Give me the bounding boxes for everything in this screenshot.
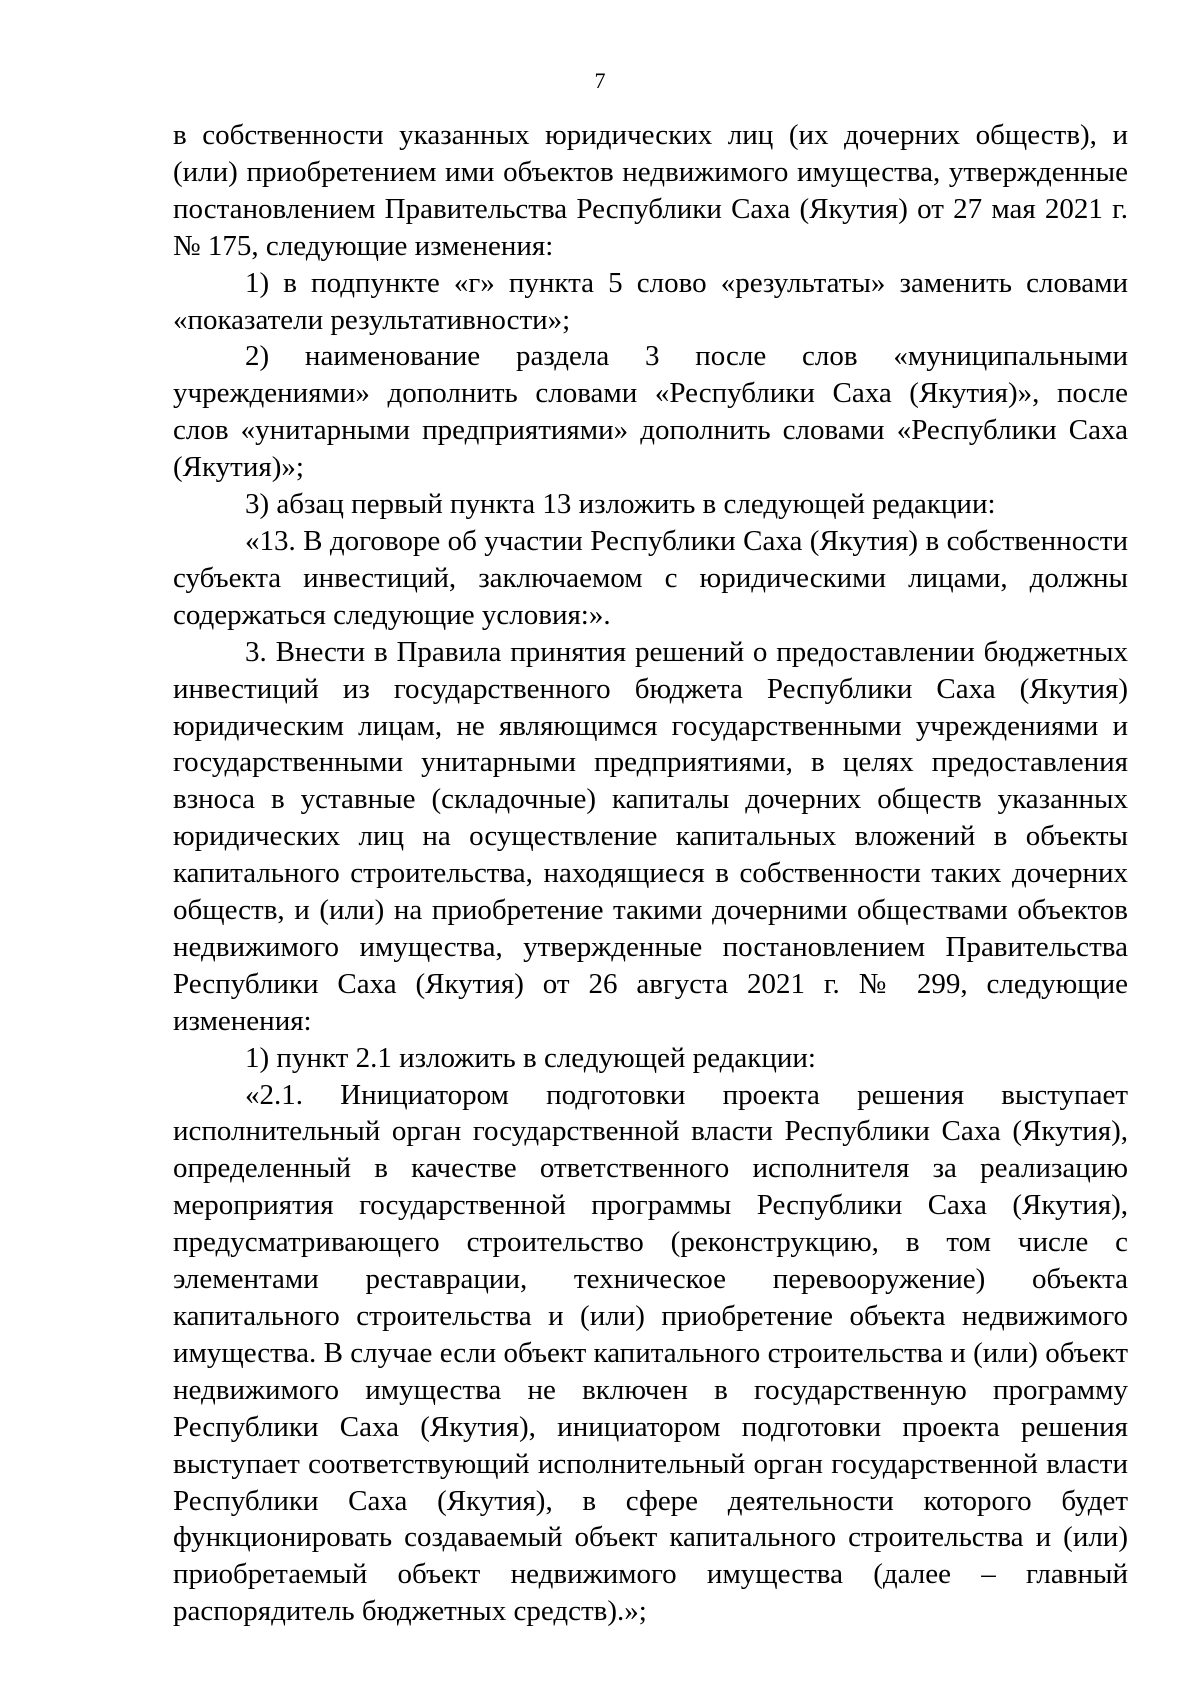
- paragraph-item-1-subpoint-g: 1) в подпункте «г» пункта 5 слово «результаты» заменить словами «показатели результативности»;: [173, 266, 1128, 336]
- paragraph-item-2-section-3-title: 2) наименование раздела 3 после слов «муниципальными учреждениями» дополнить словами «Республики Саха (Якутия)», после слов «унитарными предприятиями» дополнить словами «Республики Саха (Якутия)»;: [173, 340, 1128, 484]
- paragraph-item-1-point-2-1: 1) пункт 2.1 изложить в следующей редакции:: [245, 1041, 816, 1074]
- paragraph-item-3-point-13: 3) абзац первый пункта 13 изложить в следующей редакции:: [245, 488, 996, 521]
- document-body: [173, 117, 1128, 1630]
- paragraph-quote-point-2-1: «2.1. Инициатором подготовки проекта решения выступает исполнительный орган государственной власти Республики Саха (Якутия), определенный в качестве ответственного исполнителя за реализацию мероприятия государственной программы Республики Саха (Якутия), предусматривающего строительство (реконструкцию, в том числе с элементами реставрации, техническое перевооружение) объекта капитального строительства и (или) приобретение объекта недвижимого имущества. В случае если объект капитального строительства и (или) объект недвижимого имущества не включен в государственную программу Республики Саха (Якутия), инициатором подготовки проекта решения выступает соответствующий исполнительный орган государственной власти Республики Саха (Якутия), в сфере деятельности которого будет функционировать создаваемый объект капитального строительства и (или) приобретаемый объект недвижимого имущества (далее – главный распорядитель бюджетных средств).»;: [173, 1078, 1128, 1628]
- paragraph-continuation: в собственности указанных юридических лиц (их дочерних обществ), и (или) приобретением ими объектов недвижимого имущества, утвержденные постановлением Правительства Республики Саха (Якутия) от 27 мая 2021 г. № 175, следующие изменения:: [173, 119, 1128, 262]
- page-number: 7: [594, 68, 606, 93]
- paragraph-quote-point-13: «13. В договоре об участии Республики Саха (Якутия) в собственности субъекта инвестиций, заключаемом с юридическими лицами, должны содержаться следующие условия:».: [173, 524, 1128, 631]
- paragraph-section-3-amendments: 3. Внести в Правила принятия решений о предоставлении бюджетных инвестиций из государственного бюджета Республики Саха (Якутия) юридическим лицам, не являющимся государственными учреждениями и государственными унитарными предприятиями, в целях предоставления взноса в уставные (складочные) капиталы дочерних обществ указанных юридических лиц на осуществление капитальных вложений в объекты капитального строительства, находящиеся в собственности таких дочерних обществ, и (или) на приобретение такими дочерними обществами объектов недвижимого имущества, утвержденные постановлением Правительства Республики Саха (Якутия) от 26 августа 2021 г. № 299, следующие изменения:: [173, 635, 1128, 1037]
